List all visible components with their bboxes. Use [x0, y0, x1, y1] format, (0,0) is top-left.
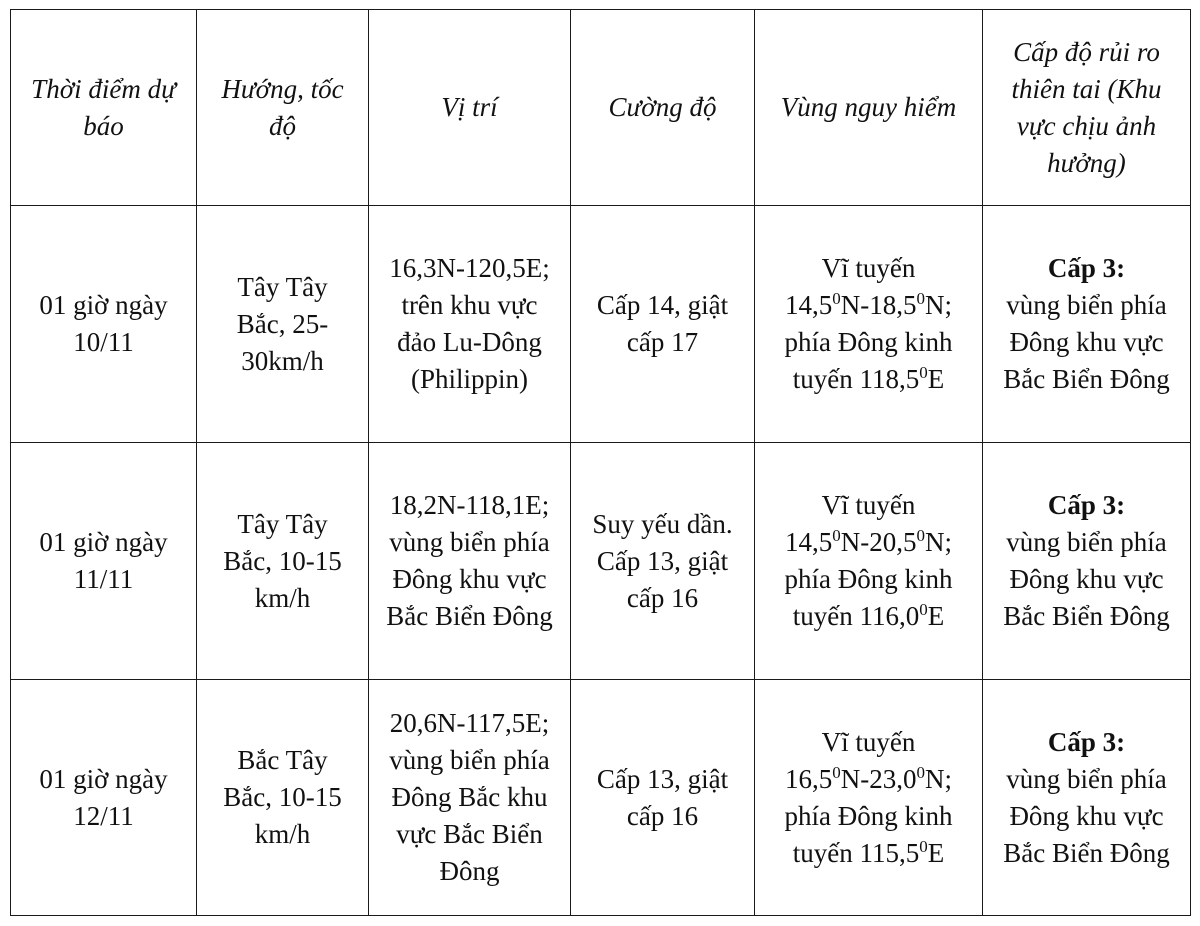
danger-east-label: phía Đông kinh [784, 564, 953, 594]
cell-position: 18,2N-118,1E; vùng biển phía Đông khu vực Bắc Biển Đông [369, 443, 571, 680]
cell-time: 01 giờ ngày 10/11 [11, 206, 197, 443]
risk-level-label: Cấp 3: [1047, 490, 1126, 520]
cell-risk [983, 680, 1191, 916]
danger-lat-range: 14,5$^0$N-18,5$^0$N; [785, 289, 952, 320]
cell-direction: Tây Tây Bắc, 10-15 km/h [197, 443, 369, 680]
header-forecast-time: Thời điểm dự báo [11, 10, 197, 206]
cell-intensity: Cấp 14, giật cấp 17 [571, 206, 755, 443]
cell-risk [983, 443, 1191, 680]
cell-intensity: Cấp 13, giật cấp 16 [571, 680, 755, 916]
cell-danger-zone [755, 680, 983, 916]
danger-lat-label: Vĩ tuyến [821, 726, 916, 757]
danger-lat-range: 14,5$^0$N-20,5$^0$N; [785, 526, 952, 557]
danger-longitude: tuyến 118,5$^0$E [792, 363, 945, 394]
danger-lat-label: Vĩ tuyến [821, 253, 916, 283]
cell-time: 01 giờ ngày 12/11 [11, 680, 197, 916]
table-header-row [11, 10, 1191, 206]
danger-east-label: phía Đông kinh [784, 327, 953, 357]
cell-intensity: Suy yếu dần. Cấp 13, giật cấp 16 [571, 443, 755, 680]
cell-direction: Bắc Tây Bắc, 10-15 km/h [197, 680, 369, 916]
risk-level-label: Cấp 3: [1047, 253, 1126, 283]
danger-east-label: phía Đông kinh [784, 800, 953, 831]
table-row [11, 680, 1191, 916]
risk-area: vùng biển phía Đông khu vực Bắc Biển Đông [1003, 763, 1170, 868]
cell-direction: Tây Tây Bắc, 25-30km/h [197, 206, 369, 443]
header-danger-zone: Vùng nguy hiểm [755, 10, 983, 206]
danger-longitude: tuyến 115,5$^0$E [792, 836, 945, 868]
cell-time: 01 giờ ngày 11/11 [11, 443, 197, 680]
danger-lat-label: Vĩ tuyến [821, 490, 916, 520]
danger-longitude: tuyến 116,0$^0$E [792, 600, 945, 631]
header-intensity: Cường độ [571, 10, 755, 206]
risk-area: vùng biển phía Đông khu vực Bắc Biển Đông [1003, 527, 1170, 631]
table-row [11, 443, 1191, 680]
header-direction-speed: Hướng, tốc độ [197, 10, 369, 206]
risk-area: vùng biển phía Đông khu vực Bắc Biển Đông [1003, 290, 1170, 394]
cell-position: 20,6N-117,5E; vùng biển phía Đông Bắc khu vực Bắc Biển Đông [369, 680, 571, 916]
cell-risk [983, 206, 1191, 443]
cell-position: 16,3N-120,5E; trên khu vực đảo Lu-Dông (Philippin) [369, 206, 571, 443]
forecast-table [10, 9, 1191, 916]
cell-danger-zone [755, 206, 983, 443]
danger-lat-range: 16,5$^0$N-23,0$^0$N; [785, 762, 952, 794]
header-position: Vị trí [369, 10, 571, 206]
table-row [11, 206, 1191, 443]
header-risk-level: Cấp độ rủi ro thiên tai (Khu vực chịu ảnh hưởng) [983, 10, 1191, 206]
cell-danger-zone [755, 443, 983, 680]
risk-level-label: Cấp 3: [1047, 726, 1126, 757]
